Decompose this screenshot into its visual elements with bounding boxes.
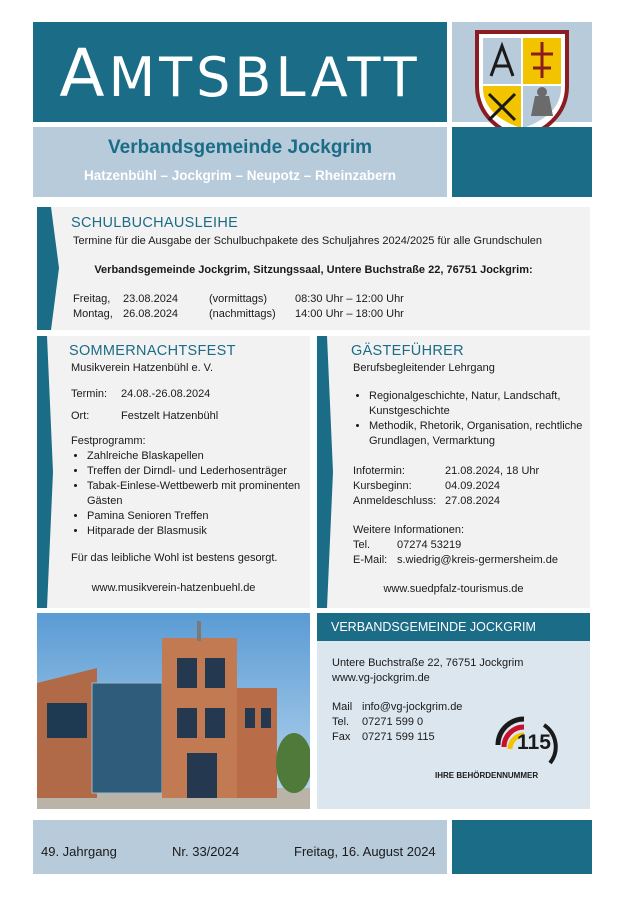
coat-of-arms-icon <box>473 28 571 140</box>
date-row <box>73 292 404 307</box>
subtitle-banner <box>33 127 447 197</box>
contact-label: Fax <box>332 731 351 743</box>
masthead-title: AMTSBLATT <box>59 35 421 112</box>
vg-web-link[interactable]: www.vg-jockgrim.de <box>332 672 430 684</box>
contact-value: 07271 599 0 <box>362 716 424 728</box>
date-value: 23.08.2024 <box>123 293 179 305</box>
list-item: • Methodik, Rhetorik, Organisation, rechtliche Grundlagen, Vermarktung <box>369 419 597 449</box>
termin-value: 24.08.-26.08.2024 <box>121 388 211 400</box>
info-label: Infotermin: <box>353 465 405 477</box>
footer-accent <box>452 820 592 874</box>
date-row <box>73 307 404 322</box>
schulbuch-intro: Termine für die Ausgabe der Schulbuchpakete des Schuljahres 2024/2025 für alle Grundschulen <box>73 235 543 247</box>
org-name: Verbandsgemeinde Jockgrim <box>108 137 372 158</box>
info-row <box>353 494 539 509</box>
sommer-org: Musikverein Hatzenbühl e. V. <box>71 362 214 374</box>
gaestefuehrer-section <box>317 336 590 608</box>
schulbuch-title: SCHULBUCHAUSLEIHE <box>71 215 239 231</box>
list-item: • Pamina Senioren Treffen <box>87 509 315 524</box>
behoerdennummer-badge <box>429 709 579 789</box>
date-period: (vormittags) <box>209 293 268 305</box>
contact-value[interactable]: info@vg-jockgrim.de <box>362 701 463 713</box>
date-day: Montag, <box>73 308 113 320</box>
crest-panel-lower <box>452 127 592 197</box>
section-arrow-icon <box>317 336 333 608</box>
section-arrow-icon <box>37 336 53 608</box>
sommer-ort <box>71 409 218 424</box>
mail-value[interactable]: s.wiedrig@kreis-germersheim.de <box>397 554 558 566</box>
list-item: • Treffen der Dirndl- und Lederhosenträger <box>87 464 315 479</box>
info-value: 04.09.2024 <box>445 480 501 492</box>
info-label: Anmeldeschluss: <box>353 495 437 507</box>
date-value: 26.08.2024 <box>123 308 179 320</box>
vg-bar-title: VERBANDSGEMEINDE JOCKGRIM <box>317 613 590 641</box>
date-time: 08:30 Uhr – 12:00 Uhr <box>295 293 404 305</box>
gaeste-more-label: Weitere Informationen: <box>353 524 465 536</box>
crest-panel <box>452 22 592 122</box>
badge-number: 115 <box>517 731 551 754</box>
list-item: • Hitparade der Blasmusik <box>87 524 315 539</box>
info-value: 27.08.2024 <box>445 495 501 507</box>
building-photo <box>37 613 310 809</box>
date-time: 14:00 Uhr – 18:00 Uhr <box>295 308 404 320</box>
gaeste-url-link[interactable]: www.suedpfalz-tourismus.de <box>383 583 524 595</box>
contact-value: 07271 599 115 <box>362 731 435 743</box>
gaeste-infos <box>353 464 539 509</box>
info-row <box>353 464 539 479</box>
list-item: • Regionalgeschichte, Natur, Landschaft, Kunstgeschichte <box>369 389 597 419</box>
vg-address: Untere Buchstraße 22, 76751 Jockgrim <box>332 657 524 669</box>
tel-label: Tel. <box>353 539 371 551</box>
sommer-url-link[interactable]: www.musikverein-hatzenbuehl.de <box>91 582 256 594</box>
ort-label: Ort: <box>71 410 90 422</box>
contact-label: Mail <box>332 701 353 713</box>
schulbuch-dates <box>73 292 404 322</box>
footer-jahrgang: 49. Jahrgang <box>41 844 117 859</box>
tel-value: 07274 53219 <box>397 539 462 551</box>
gaeste-subtitle: Berufsbegleitender Lehrgang <box>353 362 495 374</box>
ort-value: Festzelt Hatzenbühl <box>121 410 219 422</box>
sommer-closing: Für das leibliche Wohl ist bestens gesorgt. <box>71 552 278 564</box>
gaeste-topics <box>355 389 597 449</box>
mail-label: E-Mail: <box>353 554 388 566</box>
title-banner <box>33 22 447 122</box>
list-item: • Zahlreiche Blaskapellen <box>87 449 315 464</box>
footer-bar <box>33 820 447 874</box>
programm-label: Festprogramm: <box>71 435 146 447</box>
programm-list <box>73 449 315 539</box>
gaeste-title: GÄSTEFÜHRER <box>351 343 464 359</box>
towns-list: Hatzenbühl – Jockgrim – Neupotz – Rheinzabern <box>83 168 397 183</box>
badge-text: IHRE BEHÖRDENNUMMER <box>435 771 539 780</box>
date-day: Freitag, <box>73 293 111 305</box>
schulbuch-section <box>37 207 590 330</box>
sommer-termin <box>71 387 210 402</box>
date-period: (nachmittags) <box>209 308 276 320</box>
schulbuch-location: Verbandsgemeinde Jockgrim, Sitzungssaal, Untere Buchstraße 22, 76751 Jockgrim: <box>94 264 533 276</box>
termin-label: Termin: <box>71 388 108 400</box>
footer-datum: Freitag, 16. August 2024 <box>294 844 436 859</box>
vg-contact-panel <box>317 613 590 809</box>
sommer-title: SOMMERNACHTSFEST <box>69 343 236 359</box>
gaeste-tel <box>353 538 461 553</box>
info-value: 21.08.2024, 18 Uhr <box>445 465 540 477</box>
info-label: Kursbeginn: <box>353 480 412 492</box>
gaeste-mail <box>353 553 558 568</box>
contact-label: Tel. <box>332 716 350 728</box>
sommernachtsfest-section <box>37 336 310 608</box>
info-row <box>353 479 539 494</box>
footer-nummer: Nr. 33/2024 <box>172 844 240 859</box>
list-item: • Tabak-Einlese-Wettbewerb mit prominenten Gästen <box>87 479 315 509</box>
